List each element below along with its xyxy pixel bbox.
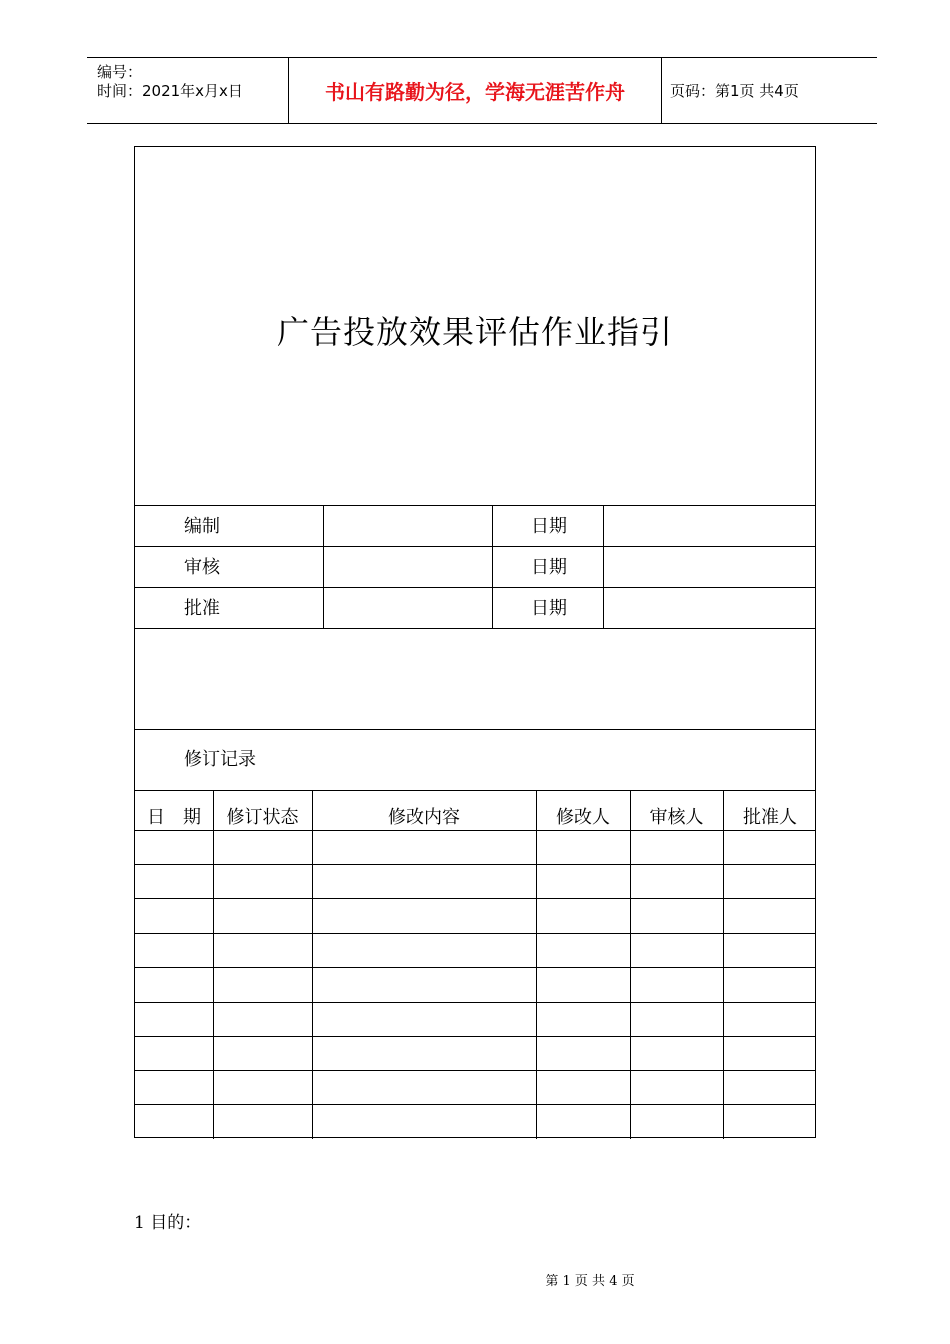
column-approver: 批准人	[743, 807, 797, 828]
divider	[135, 898, 815, 899]
header-meta	[87, 58, 289, 123]
divider	[630, 790, 631, 1139]
divider	[135, 1002, 815, 1003]
divider	[135, 505, 815, 506]
divider	[135, 933, 815, 934]
divider	[213, 790, 214, 1139]
approval-date-label: 日期	[531, 598, 567, 619]
document-header	[87, 57, 877, 124]
divider	[603, 505, 604, 628]
approval-role-review: 审核	[184, 557, 220, 578]
column-date: 日 期	[147, 807, 201, 828]
divider	[536, 790, 537, 1139]
divider	[312, 790, 313, 1139]
column-status: 修订状态	[226, 807, 299, 828]
divider	[135, 790, 815, 791]
page-footer: 第 1 页 共 4 页	[545, 1274, 635, 1289]
divider	[135, 1036, 815, 1037]
divider	[323, 505, 324, 628]
section-heading-purpose: 1 目的：	[134, 1213, 202, 1233]
divider	[492, 505, 493, 628]
number-label: 编号：	[97, 63, 143, 81]
revision-heading: 修订记录	[184, 749, 256, 770]
time-label: 时间：2021年x月x日	[97, 82, 243, 100]
divider	[135, 628, 815, 629]
approval-date-label: 日期	[531, 557, 567, 578]
divider	[135, 864, 815, 865]
divider	[135, 729, 815, 730]
header-page-info: 页码：第1页 共4页	[670, 82, 799, 100]
document-title: 广告投放效果评估作业指引	[276, 313, 673, 351]
divider	[135, 546, 815, 547]
divider	[135, 1070, 815, 1071]
column-content: 修改内容	[388, 807, 460, 828]
divider	[135, 1104, 815, 1105]
cover-form	[134, 146, 816, 1138]
divider	[135, 830, 815, 831]
approval-date-label: 日期	[531, 516, 567, 537]
column-reviewer: 审核人	[649, 807, 704, 828]
divider	[723, 790, 724, 1139]
divider	[135, 587, 815, 588]
column-modifier: 修改人	[556, 807, 610, 828]
approval-role-compile: 编制	[184, 516, 220, 537]
approval-role-approve: 批准	[184, 598, 220, 619]
header-motto: 书山有路勤为径，学海无涯苦作舟	[289, 58, 662, 123]
divider	[135, 967, 815, 968]
